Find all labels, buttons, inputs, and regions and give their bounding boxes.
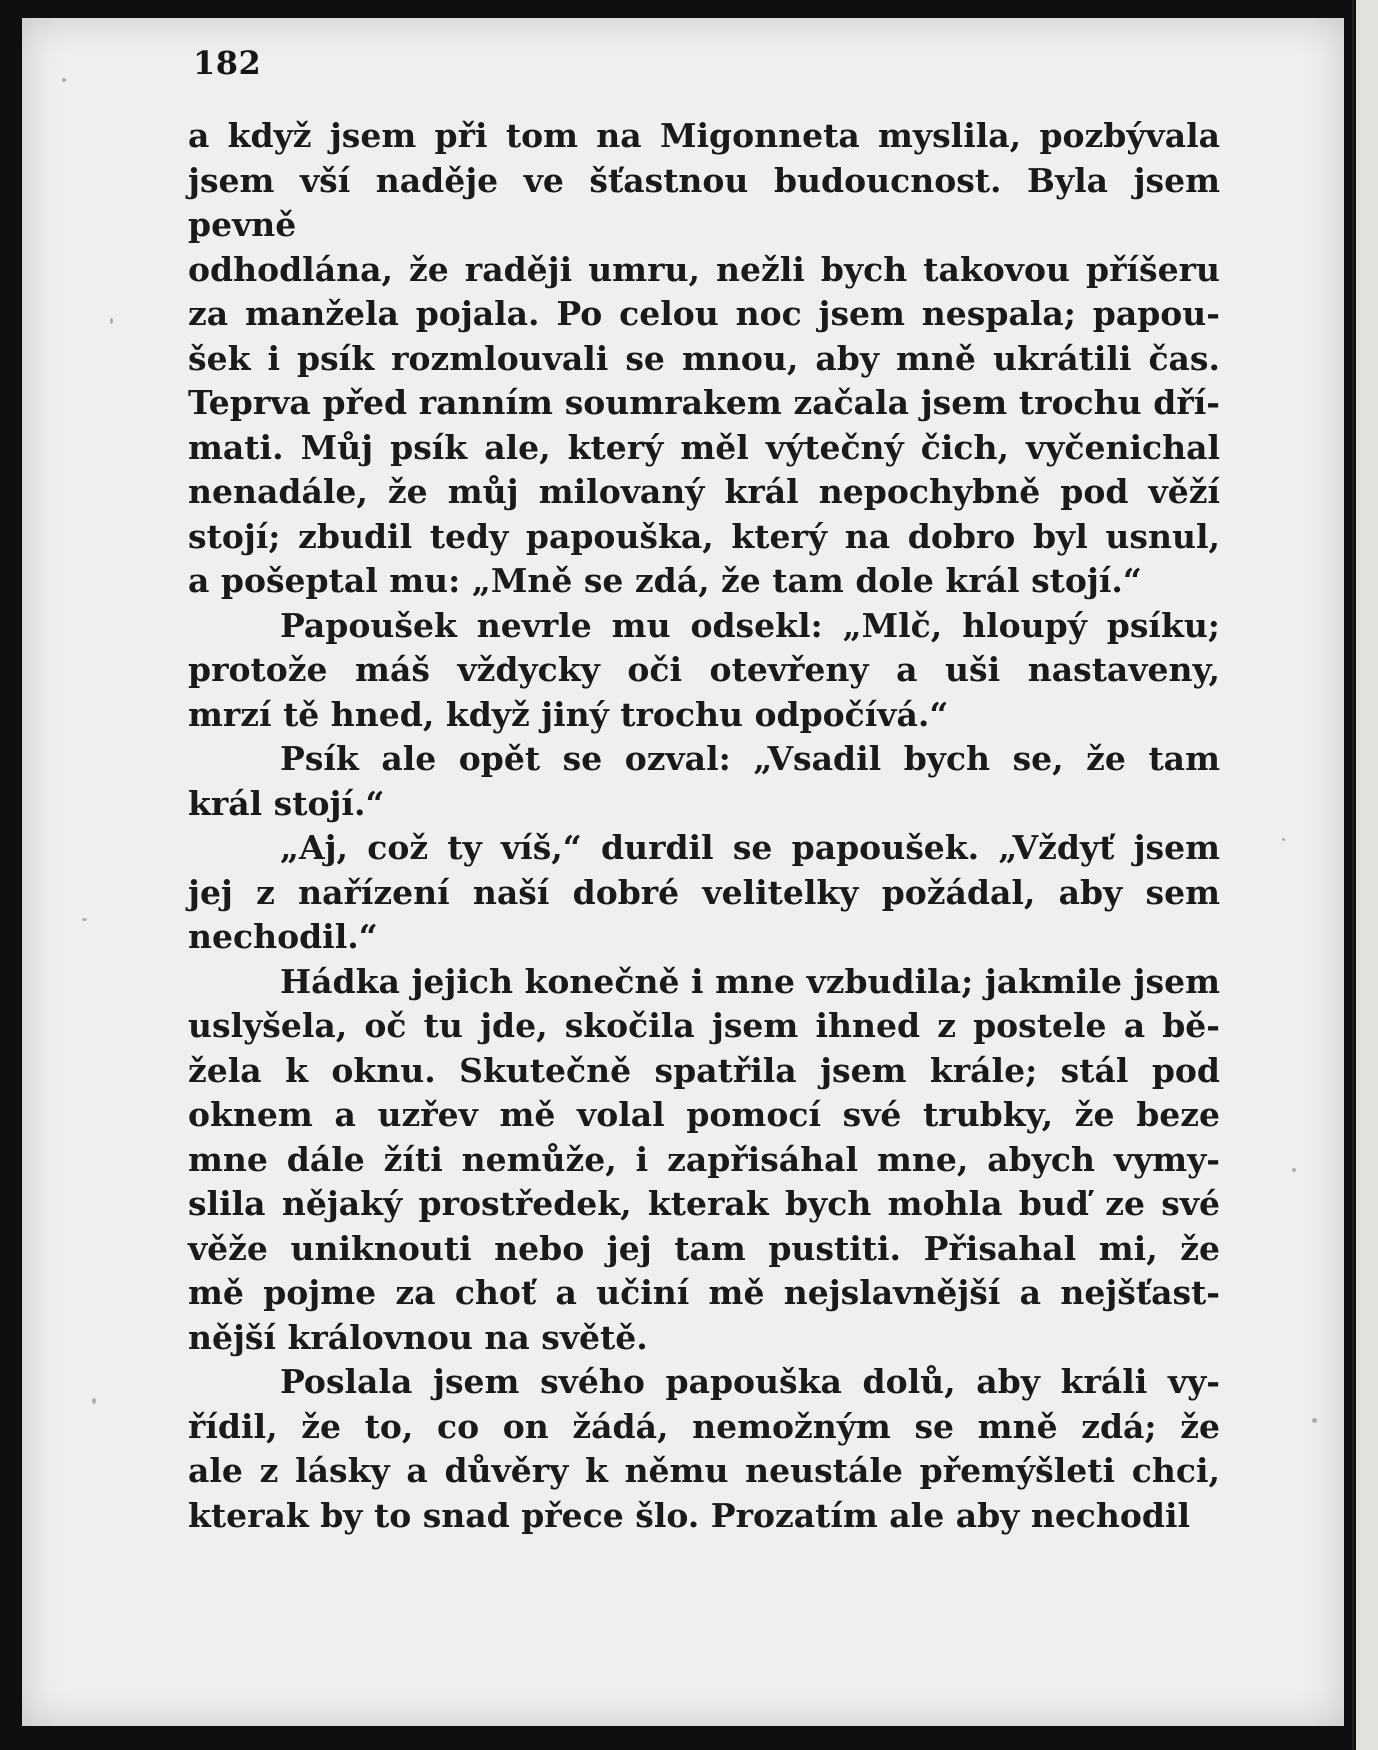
text-line: oknem a uzřev mě volal pomocí své trubky, že beze [188,1095,1220,1134]
page-number: 182 [193,44,262,82]
speckle [1312,1418,1317,1423]
text-line: Poslala jsem svého papouška dolů, aby králi vy- [280,1362,1220,1401]
text-line: nenadále, že můj milovaný král nepochybně pod věží [188,472,1220,511]
speckle [82,918,87,921]
text-line: mati. Můj psík ale, který měl výtečný čich, vyčenichal [188,427,1220,467]
text-line: odhodlána, že raději umru, nežli bych takovou příšeru [188,249,1220,289]
text-line: král stojí.“ [188,783,385,823]
text-line: stojí; zbudil tedy papouška, který na dobro byl usnul, [188,516,1220,556]
speckle [1292,1168,1296,1172]
text-line: „Aj, což ty víš,“ durdil se papoušek. „Vždyť jsem [280,828,1220,867]
speckle [92,1398,96,1404]
text-line: věže uniknouti nebo jej tam pustiti. Přisahal mi, že [188,1228,1220,1268]
text-line: uslyšela, oč tu jde, skočila jsem ihned z postele a bě- [188,1006,1220,1045]
text-line: slila nějaký prostředek, kterak bych mohla buď ze své [188,1184,1220,1223]
text-line: řídil, že to, co on žádá, nemožným se mně zdá; že [188,1406,1220,1446]
text-line: žela k oknu. Skutečně spatřila jsem krále; stál pod [188,1050,1220,1090]
text-line: Hádka jejich konečně i mne vzbudila; jakmile jsem [280,961,1220,1001]
text-line: jsem vší naděje ve šťastnou budoucnost. Byla jsem pevně [188,160,1220,244]
text-line: nější královnou na světě. [188,1317,648,1357]
text-line: Papoušek nevrle mu odsekl: „Mlč, hloupý psíku; [280,605,1220,645]
text-line: mrzí tě hned, když jiný trochu odpočívá.“ [188,694,949,734]
paragraph [188,960,1220,1361]
text-line: kterak by to snad přece šlo. Prozatím ale aby nechodil [188,1495,1191,1535]
paragraph [188,826,1220,960]
speckle [62,78,66,82]
paragraph [188,604,1220,738]
text-line: jej z nařízení naší dobré velitelky požádal, aby sem [188,872,1220,912]
facing-page-edge [1356,0,1378,1750]
paragraph [188,737,1220,826]
text-line: a pošeptal mu: „Mně se zdá, že tam dole král stojí.“ [188,561,1142,600]
speckle [1282,838,1285,841]
paragraph [188,1360,1220,1538]
text-line: Teprva před ranním soumrakem začala jsem trochu dří- [188,383,1220,422]
text-line: a když jsem při tom na Migonneta myslila, pozbývala [188,116,1220,155]
text-line: protože máš vždycky oči otevřeny a uši nastaveny, [188,650,1220,689]
text-line: ale z lásky a důvěry k němu neustále přemýšleti chci, [188,1451,1220,1490]
speckle [110,318,113,324]
paragraph [188,114,1220,604]
text-line: nechodil.“ [188,917,378,956]
body-text [188,114,1220,1538]
text-line: mne dále žíti nemůže, i zapřisáhal mne, abych vymy- [188,1139,1220,1179]
text-line: šek i psík rozmlouvali se mnou, aby mně ukrátili čas. [188,338,1220,378]
text-line: Psík ale opět se ozval: „Vsadil bych se, že tam [280,739,1220,778]
text-line: mě pojme za choť a učiní mě nejslavnější a nejšťast- [188,1273,1220,1312]
binding-edge [1352,0,1354,1750]
text-line: za manžela pojala. Po celou noc jsem nespala; papou- [188,294,1220,333]
